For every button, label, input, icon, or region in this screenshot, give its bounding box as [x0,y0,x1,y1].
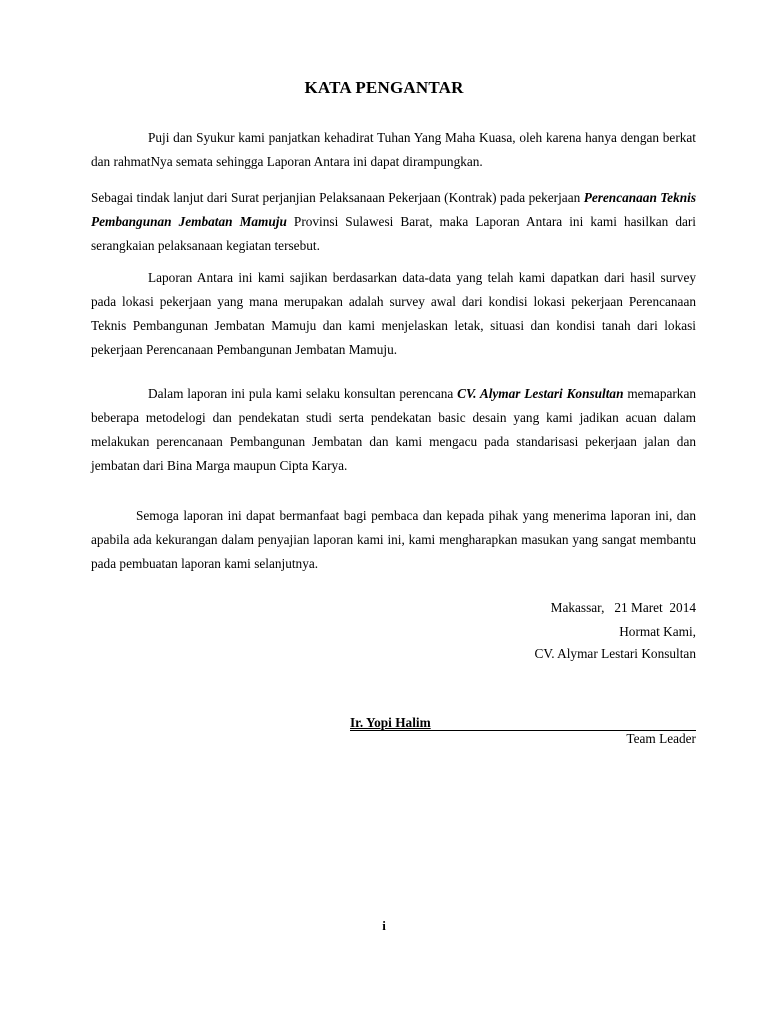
paragraph-5: Semoga laporan ini dapat bermanfaat bagi pembaca dan kepada pihak yang menerima laporan ini, dan apabila ada kekurangan dalam penyajian laporan kami ini, kami mengharapkan masukan yang sangat membantu pada pembuatan laporan kami selanjutnya. [91,508,696,571]
paragraph-2-after: Provinsi Sulawesi Barat, maka Laporan Antara ini kami hasilkan dari serangkaian pelaksanaan kegiatan tersebut. [91,214,696,253]
paragraph-1: Puji dan Syukur kami panjatkan kehadirat Tuhan Yang Maha Kuasa, oleh karena hanya dengan berkat dan rahmatNya semata sehingga Laporan Antara ini dapat dirampungkan. [91,130,696,169]
company-name: CV. Alymar Lestari Konsultan [534,646,696,661]
signatory-name: Ir. Yopi Halim [350,714,696,731]
paragraph-4-before: Dalam laporan ini pula kami selaku konsultan perencana [148,386,458,401]
project-name: Perencanaan Teknis Pembangunan Jembatan Mamuju [91,190,696,229]
company-name-emphasis: CV. Alymar Lestari Konsultan [457,386,624,401]
page-number: i [382,918,386,933]
paragraph-2-before: Sebagai tindak lanjut dari Surat perjanjian Pelaksanaan Pekerjaan (Kontrak) pada pekerjaan [91,190,584,205]
closing-greeting: Hormat Kami, [619,624,696,639]
paragraph-2 [91,186,696,258]
paragraph-4 [91,382,696,478]
page-title: KATA PENGANTAR [304,78,464,97]
signatory-role: Team Leader [626,731,696,746]
paragraph-3: Laporan Antara ini kami sajikan berdasarkan data-data yang telah kami dapatkan dari hasil survey pada lokasi pekerjaan yang mana merupakan adalah survey awal dari kondisi lokasi pekerjaan Perencanaan Teknis Pembangunan Jembatan Mamuju dan kami menjelaskan letak, situasi dan kondisi tanah dari lokasi pekerjaan Perencanaan Pembangunan Jembatan Mamuju. [91,270,696,357]
place-date: Makassar, 21 Maret 2014 [550,600,696,615]
paragraph-4-after: memaparkan beberapa metodelogi dan pendekatan studi serta pendekatan basic desain yang kami jadikan acuan dalam melakukan perencanaan Pembangunan Jembatan dan kami mengacu pada standarisasi pekerjaan jalan dan jembatan dari Bina Marga maupun Cipta Karya. [91,386,696,473]
